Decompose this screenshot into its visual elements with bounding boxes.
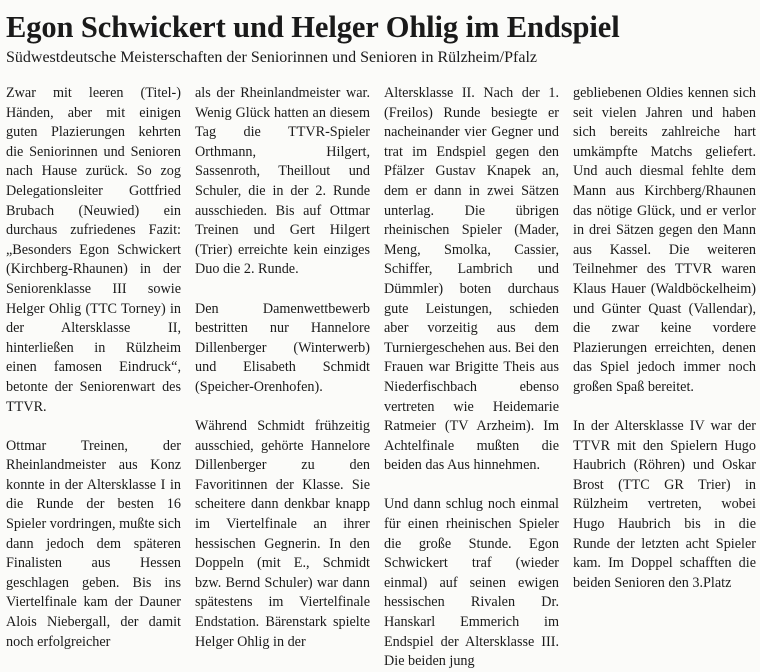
article-column-3 bbox=[384, 84, 559, 670]
paragraph: Altersklasse II. Nach der 1.(Freilos) Runde besiegte er nacheinander vier Gegner und trat im Endspiel gegen den Pfälzer Gustav Knapek an, dem er dann in zwei Sätzen unterlag. Die übrigen rheinischen Spieler (Mader, Meng, Smolka, Cassier, Schiffer, Lambrich und Dümmler) boten durchaus gute Leistungen, schieden aber vorzeitig aus dem Turniergeschehen aus. Bei den Frauen war Brigitte Theis aus Niederfischbach ebenso vertreten wie Heidemarie Ratmeier (TV Arzheim). Im Achtelfinale mußten die beiden das Aus hinnehmen. bbox=[384, 85, 559, 474]
article-subheadline: Südwestdeutsche Meisterschaften der Seniorinnen und Senioren in Rülzheim/Pfalz bbox=[6, 49, 537, 66]
paragraph: Ottmar Treinen, der Rheinlandmeister aus Konz konnte in der Altersklasse I in die Runde der besten 16 Spieler vordringen, mußte sich dann jedoch dem späteren Finalisten aus Hessen geschlagen geben. Bis ins Viertelfinale kam der Dauner Alois Niebergall, der damit noch erfolgreicher bbox=[6, 437, 181, 650]
paragraph: Und dann schlug noch einmal für einen rheinischen Spieler die große Stunde. Egon Schwickert traf (wieder einmal) auf seinen ewigen hessischen Rivalen Dr. Hanskarl Emmerich im Endspiel der Altersklasse III. Die beiden jung bbox=[384, 496, 559, 670]
article-column-1 bbox=[6, 84, 181, 659]
article-headline: Egon Schwickert und Helger Ohlig im Endspiel bbox=[6, 10, 620, 44]
paragraph: gebliebenen Oldies kennen sich seit vielen Jahren und haben sich bereits zahlreiche hart umkämpfte Matchs geliefert. Und auch diesmal fehlte dem Mann aus Kirchberg/Rhaunen das nötige Glück, und er verlor in drei Sätzen gegen den Mann aus Kassel. Die weiteren Teilnehmer des TTVR waren Klaus Hauer (Waldböckelheim) und Günter Quast (Vallendar), die zwar keine vordere Plazierungen erreichten, denen das Spiel jedoch immer noch großen Spaß bereitet. bbox=[573, 85, 756, 395]
article-columns bbox=[6, 84, 758, 670]
paragraph: In der Altersklasse IV war der TTVR mit den Spielern Hugo Haubrich (Röhren) und Oskar Brost (TTC GR Trier) in Rülzheim vertreten, wobei Hugo Haubrich bis in die Runde der letzten acht Spieler kam. Im Doppel schafften die beiden Senioren den 3.Platz bbox=[573, 418, 756, 591]
paragraph: Während Schmidt frühzeitig ausschied, gehörte Hannelore Dillenberger zu den Favoritinnen der Klasse. Sie scheitere dann denkbar knapp im Viertelfinale an ihrer hessischen Gegnerin. In den Doppeln (mit E., Schmidt bzw. Bernd Schuler) war dann spätestens im Viertelfinale Endstation. Bärenstark spielte Helger Ohlig in der bbox=[195, 418, 370, 650]
article-column-4 bbox=[573, 84, 756, 659]
article-column-2 bbox=[195, 84, 370, 659]
paragraph: Zwar mit leeren (Titel-) Händen, aber mit einigen guten Plazierungen kehrten die Seniorinnen und Senioren nach Hause zurück. So zog Delegationsleiter Gottfried Brubach (Neuwied) ein durchaus zufriedenes Fazit: „Besonders Egon Schwickert (Kirchberg-Rhaunen) in der Seniorenklasse III sowie Helger Ohlig (TTC Torney) in der Altersklasse II, hinterließen in Rülzheim einen famosen Eindruck“, betonte der Seniorenwart des TTVR. bbox=[6, 85, 181, 415]
paragraph: Den Damenwettbewerb bestritten nur Hannelore Dillenberger (Winterwerb) und Elisabeth Schmidt (Speicher-Orenhofen). bbox=[195, 300, 370, 395]
paragraph: als der Rheinlandmeister war. Wenig Glück hatten an diesem Tag die TTVR-Spieler Orthmann, Hilgert, Sassenroth, Theillout und Schuler, die in der 2. Runde ausschieden. Bis auf Ottmar Treinen und Gert Hilgert (Trier) erreichte kein einziges Duo die 2. Runde. bbox=[195, 85, 370, 278]
